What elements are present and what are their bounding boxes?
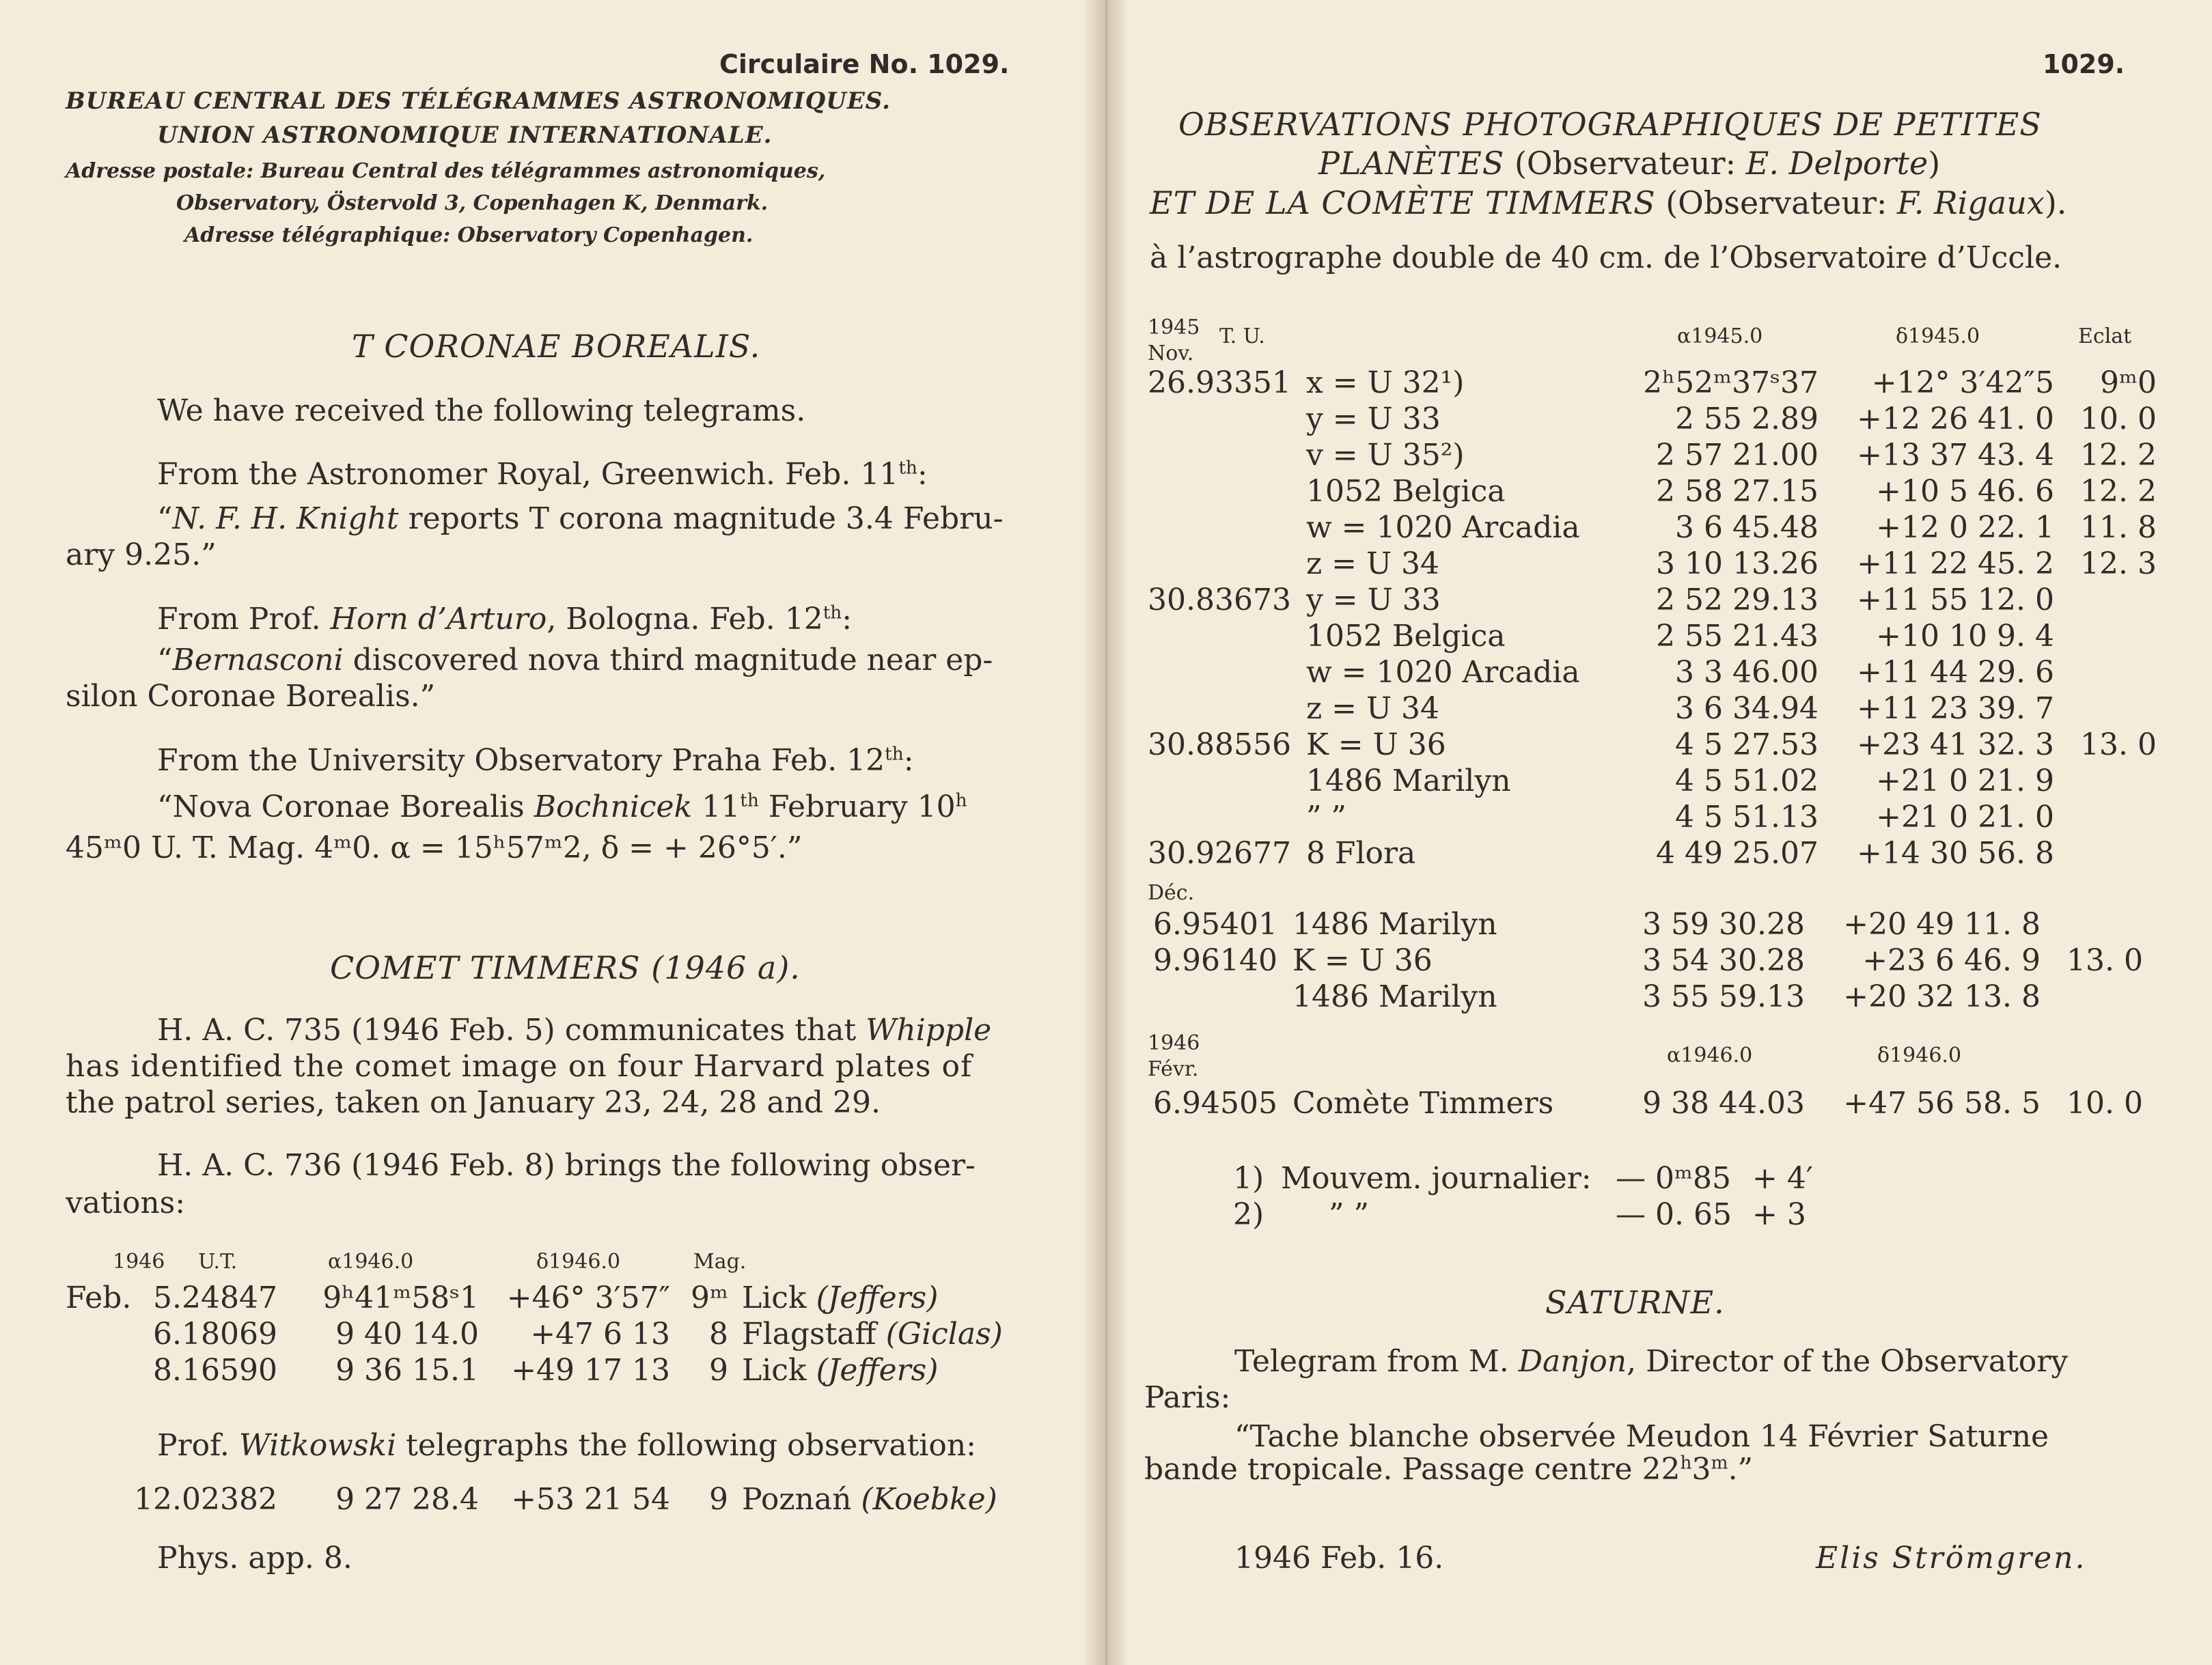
text: February 10 [758,789,956,824]
station-name: Flagstaff [742,1317,886,1352]
obs-mag [2041,907,2143,943]
obs-ra: 3 3 46.00 [1675,655,1819,690]
obs-dec: +13 37 43. 4 [1857,438,2054,473]
obs-object: w = 1020 Arcadia [1305,510,1580,545]
obs-date [1148,619,1291,655]
table-row [1148,943,2143,979]
title-line3 [1150,184,2066,221]
obs-dec: +53 21 54 [511,1482,670,1517]
paragraph-danjon-line2: Paris: [1144,1380,1231,1415]
station-name: Lick [742,1353,816,1388]
text: telegraphs the following observation: [396,1428,976,1463]
obs-mag [2054,691,2157,727]
obs-mag [2054,619,2157,655]
obs-mag [2041,979,2143,1016]
obs-date: 6.94505 [1153,1086,1277,1121]
table-row [1148,1086,2143,1122]
obs-object: z = U 34 [1305,546,1440,581]
obs-object: K = U 36 [1305,727,1446,762]
obs-ra: 3 55 59.13 [1642,979,1805,1014]
observer-name: Bochnicek [534,789,693,824]
table-row [66,1482,997,1518]
obs-station [728,1317,1003,1353]
table-row [1148,979,2143,1016]
obs-object: K = U 36 [1292,943,1433,978]
text: H. A. C. 735 (1946 Feb. 5) communicates that [157,1013,866,1048]
observer-name: (Jeffers) [816,1353,939,1388]
table-row [1148,907,2143,943]
obs-ra: 2 57 21.00 [1656,438,1819,473]
section-title-saturne: SATURNE. [1545,1284,1725,1321]
obs-mag [2054,583,2157,619]
header-1946-dec: δ1946.0 [1877,1044,1962,1067]
text: : [917,457,928,492]
header-year: 1945 [1148,316,1200,339]
table-row [1148,727,2157,764]
observer-name: (Jeffers) [816,1281,939,1315]
december-observations-table [1148,907,2143,1016]
obs-ra: 2 55 21.43 [1656,619,1819,654]
obs-mag: 11. 8 [2079,510,2157,545]
obs-header-year: 1946 [113,1250,165,1274]
obs-mag: 9ᵐ [691,1281,728,1315]
observer-name: N. F. H. Knight [172,501,399,536]
table-row [1148,583,2157,619]
obs-date: 6.95401 [1153,907,1277,942]
note-number: 1) [1233,1161,1264,1196]
table-row [1148,619,2157,655]
obs-object: 8 Flora [1305,836,1416,871]
obs-header-dec: δ1946.0 [536,1250,621,1274]
obs-mag [2054,836,2157,872]
table-row [1148,474,2157,510]
obs-ut: 5.24847 [153,1281,277,1315]
text: .” [1728,1452,1754,1487]
obs-object: ” ” [1305,800,1346,835]
quote-bernasconi-line2: silon Coronae Borealis.” [66,679,436,714]
obs-mag: 13. 0 [2079,727,2157,762]
table-row [66,1353,1003,1389]
physical-appearance: Phys. app. 8. [157,1541,352,1576]
obs-date [1148,979,1277,1016]
obs-month [66,1353,148,1389]
text: ET DE LA COMÈTE TIMMERS [1150,184,1656,221]
obs-station [728,1482,997,1518]
observer-name: F. Rigaux [1897,184,2045,221]
superscript: th [822,602,842,624]
table-row [1148,691,2157,727]
witkowski-observation [66,1482,997,1518]
table-row [66,1281,1003,1317]
bureau-header: BUREAU CENTRAL DES TÉLÉGRAMMES ASTRONOMIQUES. [66,87,891,115]
daily-motion-notes [1233,1161,1813,1233]
observer-name: Bernasconi [172,643,344,677]
quote-saturne: “Tache blanche observée Meudon 14 Février Saturne [1234,1419,2049,1454]
telegraphic-address: Adresse télégraphique: Observatory Copenhagen. [184,223,754,247]
note-row [1233,1161,1813,1197]
observer-name: Danjon [1518,1344,1627,1379]
obs-dec: +12 26 41. 0 [1857,402,2054,436]
note-dec: + 4′ [1752,1161,1813,1196]
note-number: 2) [1233,1197,1264,1232]
obs-ra: 3 54 30.28 [1642,943,1805,978]
paragraph-hac735 [157,1012,991,1049]
observer-name: E. Delporte [1745,145,1928,182]
obs-dec: +23 6 46. 9 [1862,943,2041,978]
observer-name: Witkowski [238,1428,397,1463]
obs-mag: 9 [709,1353,728,1388]
obs-ra: 9 36 15.1 [335,1353,479,1388]
obs-ra: 2ʰ52ᵐ37ˢ37 [1643,365,1819,400]
obs-date [1148,402,1291,438]
obs-object: 1486 Marilyn [1305,764,1511,798]
planet-observations-table [1148,365,2157,872]
text: discovered nova third magnitude near ep- [343,643,993,677]
text: 3 [1691,1452,1711,1487]
obs-dec: +21 0 21. 9 [1876,764,2054,798]
observer-name: Whipple [866,1013,992,1048]
obs-object: v = U 35²) [1305,438,1465,473]
obs-dec: +10 10 9. 4 [1876,619,2054,654]
obs-dec: +12 0 22. 1 [1876,510,2054,545]
obs-mag: 9 [709,1482,728,1517]
paragraph-greenwich [157,456,928,493]
obs-dec: +47 56 58. 5 [1843,1086,2041,1121]
obs-month: Feb. [66,1281,132,1315]
note-label: ” ” [1329,1197,1369,1232]
obs-dec: +11 22 45. 2 [1857,546,2054,581]
superscript: th [740,789,759,811]
obs-mag: 9ᵐ0 [2099,365,2157,400]
obs-dec: +21 0 21. 0 [1876,800,2054,835]
obs-date [1148,691,1291,727]
obs-ra: 2 58 27.15 [1656,474,1819,509]
observer-name: (Giclas) [885,1317,1003,1352]
quote-praha-line2: 45ᵐ0 U. T. Mag. 4ᵐ0. α = 15ʰ57ᵐ2, δ = + 26°5′.” [66,830,803,865]
obs-date: 30.88556 [1148,727,1291,762]
postal-address: Adresse postale: Bureau Central des télégrammes astronomiques, [66,159,826,183]
obs-ra: 4 5 51.13 [1675,800,1819,835]
obs-dec: +10 5 46. 6 [1876,474,2054,509]
obs-dec: +11 55 12. 0 [1857,583,2054,617]
text: ) [1928,145,1941,182]
obs-object: w = 1020 Arcadia [1305,655,1580,690]
obs-object: y = U 33 [1305,402,1441,436]
text: (Observateur: [1504,145,1746,182]
obs-mag: 10. 0 [2066,1086,2143,1121]
note-dec: + 3 [1752,1197,1806,1232]
obs-object: y = U 33 [1305,583,1441,617]
superscript: h [955,789,967,811]
text: From the University Observatory Praha Feb. 12 [157,743,885,778]
obs-station [728,1281,1003,1317]
quote-knight-line2: ary 9.25.” [66,537,217,572]
obs-ra: 2 55 2.89 [1675,402,1819,436]
note-ra: — 0. 65 [1616,1197,1732,1232]
header-mag: Eclat [2078,324,2132,348]
obs-ut: 8.16590 [153,1353,277,1388]
union-header: UNION ASTRONOMIQUE INTERNATIONALE. [157,122,773,149]
paragraph-telegrams: We have received the following telegrams. [157,393,806,428]
note-ra: — 0ᵐ85 [1616,1161,1731,1196]
text: “ [157,643,173,677]
text: Prof. [157,1428,239,1463]
note-label: Mouvem. journalier: [1281,1161,1592,1196]
superscript: h [1680,1452,1692,1474]
header-ra: α1945.0 [1677,324,1763,348]
table-row [66,1317,1003,1353]
obs-date: 26.93351 [1148,365,1291,400]
text: “ [157,501,173,536]
obs-ra: 3 10 13.26 [1656,546,1819,581]
obs-dec: +12° 3′42″5 [1871,365,2054,400]
obs-date [1148,510,1291,546]
signature: Elis Strömgren. [1816,1541,2087,1576]
obs-date [1148,546,1291,583]
paragraph-praha [157,742,914,779]
obs-dec: +11 44 29. 6 [1857,655,2054,690]
header-1946-ra: α1946.0 [1667,1044,1753,1067]
section-title-t-coronae: T CORONAE BOREALIS. [352,328,761,365]
obs-header-mag: Mag. [693,1250,747,1274]
obs-object: 1486 Marilyn [1292,907,1497,942]
obs-header-ra: α1946.0 [328,1250,414,1274]
gutter-fold [1105,0,1107,1665]
obs-ra: 3 59 30.28 [1642,907,1805,942]
obs-mag: 13. 0 [2066,943,2143,978]
obs-mag: 12. 2 [2079,474,2157,509]
observer-name: Horn d’Arturo [330,602,547,636]
obs-dec: +47 6 13 [530,1317,670,1352]
text: : [842,602,853,636]
superscript: m [1711,1452,1728,1474]
postal-address-line2: Observatory, Östervold 3, Copenhagen K, Denmark. [176,191,769,215]
text: 11 [692,789,741,824]
obs-date: 30.92677 [1148,836,1291,871]
superscript: th [885,743,904,765]
table-row [1148,836,2157,872]
obs-date [1148,655,1291,691]
obs-ra: 9 27 28.4 [335,1482,479,1517]
issue-date: 1946 Feb. 16. [1234,1541,1444,1576]
obs-mag: 12. 3 [2079,546,2157,581]
obs-date [1148,800,1291,836]
obs-ut: 6.18069 [153,1317,277,1352]
table-row [1148,800,2157,836]
table-row [1148,365,2157,402]
circular-number: Circulaire No. 1029. [719,49,1010,79]
paragraph-danjon [1234,1343,2068,1380]
obs-mag [2054,764,2157,800]
obs-ra: 4 5 51.02 [1675,764,1819,798]
quote-saturne-line2 [1144,1451,1753,1488]
obs-dec: +46° 3′57″ [506,1281,670,1315]
obs-date: 30.83673 [1148,583,1291,617]
table-row [1148,438,2157,474]
obs-object: Comète Timmers [1292,1086,1554,1121]
obs-ra: 4 49 25.07 [1656,836,1819,871]
text: From the Astronomer Royal, Greenwich. Feb. 11 [157,457,899,492]
header-tu: T. U. [1219,324,1265,348]
text: From Prof. [157,602,331,636]
paragraph-witkowski [157,1427,976,1464]
station-name: Lick [742,1281,816,1315]
text: (Observateur: [1655,184,1898,221]
obs-ra: 4 5 27.53 [1675,727,1819,762]
obs-dec: +14 30 56. 8 [1857,836,2054,871]
obs-object: z = U 34 [1305,691,1440,726]
title-line2 [1318,145,1940,182]
obs-object: 1052 Belgica [1305,474,1506,509]
section-title-comet-timmers: COMET TIMMERS (1946 a). [330,949,801,986]
header-month: Nov. [1148,341,1194,365]
quote-bernasconi [157,642,993,679]
superscript: th [898,457,917,479]
obs-ra: 3 6 45.48 [1675,510,1819,545]
header-1946-month: Févr. [1148,1057,1199,1081]
header-dec: δ1945.0 [1896,324,1980,348]
obs-date [1148,764,1291,800]
dec-month: Déc. [1148,881,1195,905]
obs-object: 1052 Belgica [1305,619,1506,654]
obs-ut: 12.02382 [134,1482,277,1517]
obs-date [1148,474,1291,510]
paragraph-hac736-line2: vations: [66,1186,186,1220]
page-number: 1029. [2043,49,2125,79]
observer-name: (Koebke) [861,1482,997,1517]
obs-object: x = U 32¹) [1305,365,1465,400]
obs-ra: 2 52 29.13 [1656,583,1819,617]
quote-knight [157,501,1003,537]
text: , Director of the Observatory [1627,1344,2069,1379]
obs-ra: 3 6 34.94 [1675,691,1819,726]
obs-dec: +23 41 32. 3 [1857,727,2054,762]
obs-mag: 10. 0 [2079,402,2157,436]
title-line1: OBSERVATIONS PHOTOGRAPHIQUES DE PETITES [1178,106,2042,143]
obs-dec: +49 17 13 [511,1353,670,1388]
station-name: Poznań [742,1482,861,1517]
quote-praha [157,789,967,826]
obs-mag: 8 [709,1317,728,1352]
obs-ra: 9ʰ41ᵐ58ˢ1 [322,1281,479,1315]
table-row [1148,655,2157,691]
obs-ra: 9 38 44.03 [1642,1086,1805,1121]
obs-mag [2054,655,2157,691]
text: “Nova Coronae Borealis [157,789,534,824]
text: PLANÈTES [1318,145,1505,182]
obs-date [1148,438,1291,474]
obs-mag [2054,800,2157,836]
text: , Bologna. Feb. 12 [547,602,823,636]
table-row [1148,546,2157,583]
text: bande tropicale. Passage centre 22 [1144,1452,1681,1487]
table-row [1148,402,2157,438]
obs-dec: +20 49 11. 8 [1843,907,2041,942]
obs-dec: +11 23 39. 7 [1857,691,2054,726]
obs-mag: 12. 2 [2079,438,2157,473]
obs-date: 9.96140 [1153,943,1277,978]
paragraph-bologna [157,601,852,638]
obs-dec: +20 32 13. 8 [1843,979,2041,1014]
table-row [1148,510,2157,546]
paragraph-hac735-line2: has identified the comet image on four Harvard plates of [66,1049,973,1084]
text: ). [2044,184,2067,221]
obs-ra: 9 40 14.0 [335,1317,479,1352]
paragraph-hac736: H. A. C. 736 (1946 Feb. 8) brings the following obser- [157,1148,976,1183]
header-1946-year: 1946 [1148,1031,1200,1055]
obs-object: 1486 Marilyn [1292,979,1497,1014]
text: reports T corona magnitude 3.4 Febru- [398,501,1004,536]
comet-observation [1148,1086,2143,1122]
note-row [1233,1197,1813,1233]
text: : [903,743,914,778]
obs-header-ut: U.T. [198,1250,238,1274]
obs-station [728,1353,1003,1389]
harvard-observations-table [66,1281,1003,1389]
text: Telegram from M. [1234,1344,1519,1379]
subtitle: à l’astrographe double de 40 cm. de l’Observatoire d’Uccle. [1150,240,2062,275]
table-row [1148,764,2157,800]
paragraph-hac735-line3: the patrol series, taken on January 23, 24, 28 and 29. [66,1085,881,1120]
obs-month [66,1317,148,1353]
